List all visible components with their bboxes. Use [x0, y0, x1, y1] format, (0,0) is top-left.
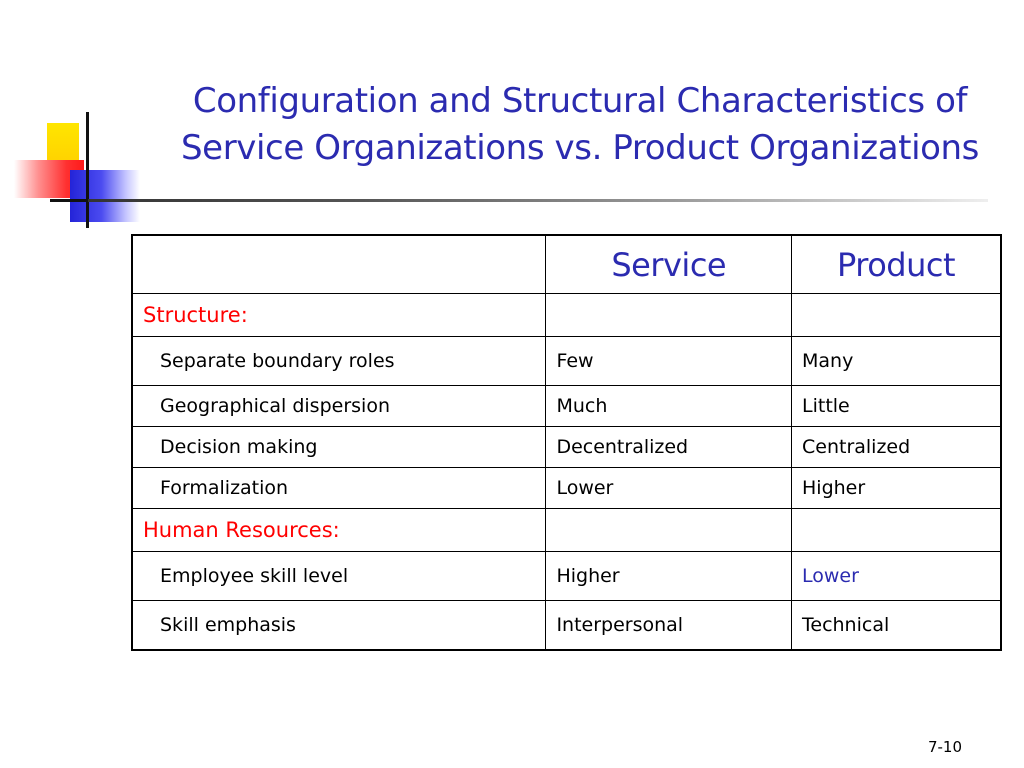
section-label-structure: Structure: — [132, 294, 546, 337]
section-empty-cell — [792, 294, 1002, 337]
slide-logo-graphic — [0, 0, 160, 240]
section-empty-cell — [546, 294, 792, 337]
title-divider — [88, 199, 988, 202]
slide-title — [150, 78, 1010, 172]
table-row — [132, 468, 1001, 509]
section-row-structure — [132, 294, 1001, 337]
section-row-human-resources — [132, 509, 1001, 552]
section-empty-cell — [546, 509, 792, 552]
service-value: Much — [546, 386, 792, 427]
header-product: Product — [792, 235, 1002, 294]
logo-vertical-line — [86, 112, 89, 228]
slide-title-line-2: Service Organizations vs. Product Organizations — [181, 128, 979, 168]
header-service: Service — [546, 235, 792, 294]
row-label: Geographical dispersion — [132, 386, 546, 427]
logo-blue-square — [70, 170, 140, 222]
row-label: Separate boundary roles — [132, 337, 546, 386]
row-label: Decision making — [132, 427, 546, 468]
table-row — [132, 601, 1001, 651]
product-value: Little — [792, 386, 1002, 427]
table-header-row — [132, 235, 1001, 294]
service-value: Lower — [546, 468, 792, 509]
service-value: Few — [546, 337, 792, 386]
table-row — [132, 427, 1001, 468]
section-label-human-resources: Human Resources: — [132, 509, 546, 552]
logo-yellow-square — [47, 123, 79, 163]
product-value: Higher — [792, 468, 1002, 509]
comparison-table — [131, 234, 1002, 651]
slide-title-line-1: Configuration and Structural Characteristics of — [192, 81, 968, 121]
service-value: Interpersonal — [546, 601, 792, 651]
product-value: Many — [792, 337, 1002, 386]
table-row — [132, 386, 1001, 427]
slide-number: 7-10 — [927, 738, 962, 756]
table-row — [132, 337, 1001, 386]
product-value: Lower — [792, 552, 1002, 601]
header-blank-cell — [132, 235, 546, 294]
section-empty-cell — [792, 509, 1002, 552]
row-label: Skill emphasis — [132, 601, 546, 651]
product-value: Technical — [792, 601, 1002, 651]
row-label: Formalization — [132, 468, 546, 509]
service-value: Decentralized — [546, 427, 792, 468]
service-value: Higher — [546, 552, 792, 601]
product-value: Centralized — [792, 427, 1002, 468]
table-row — [132, 552, 1001, 601]
row-label: Employee skill level — [132, 552, 546, 601]
